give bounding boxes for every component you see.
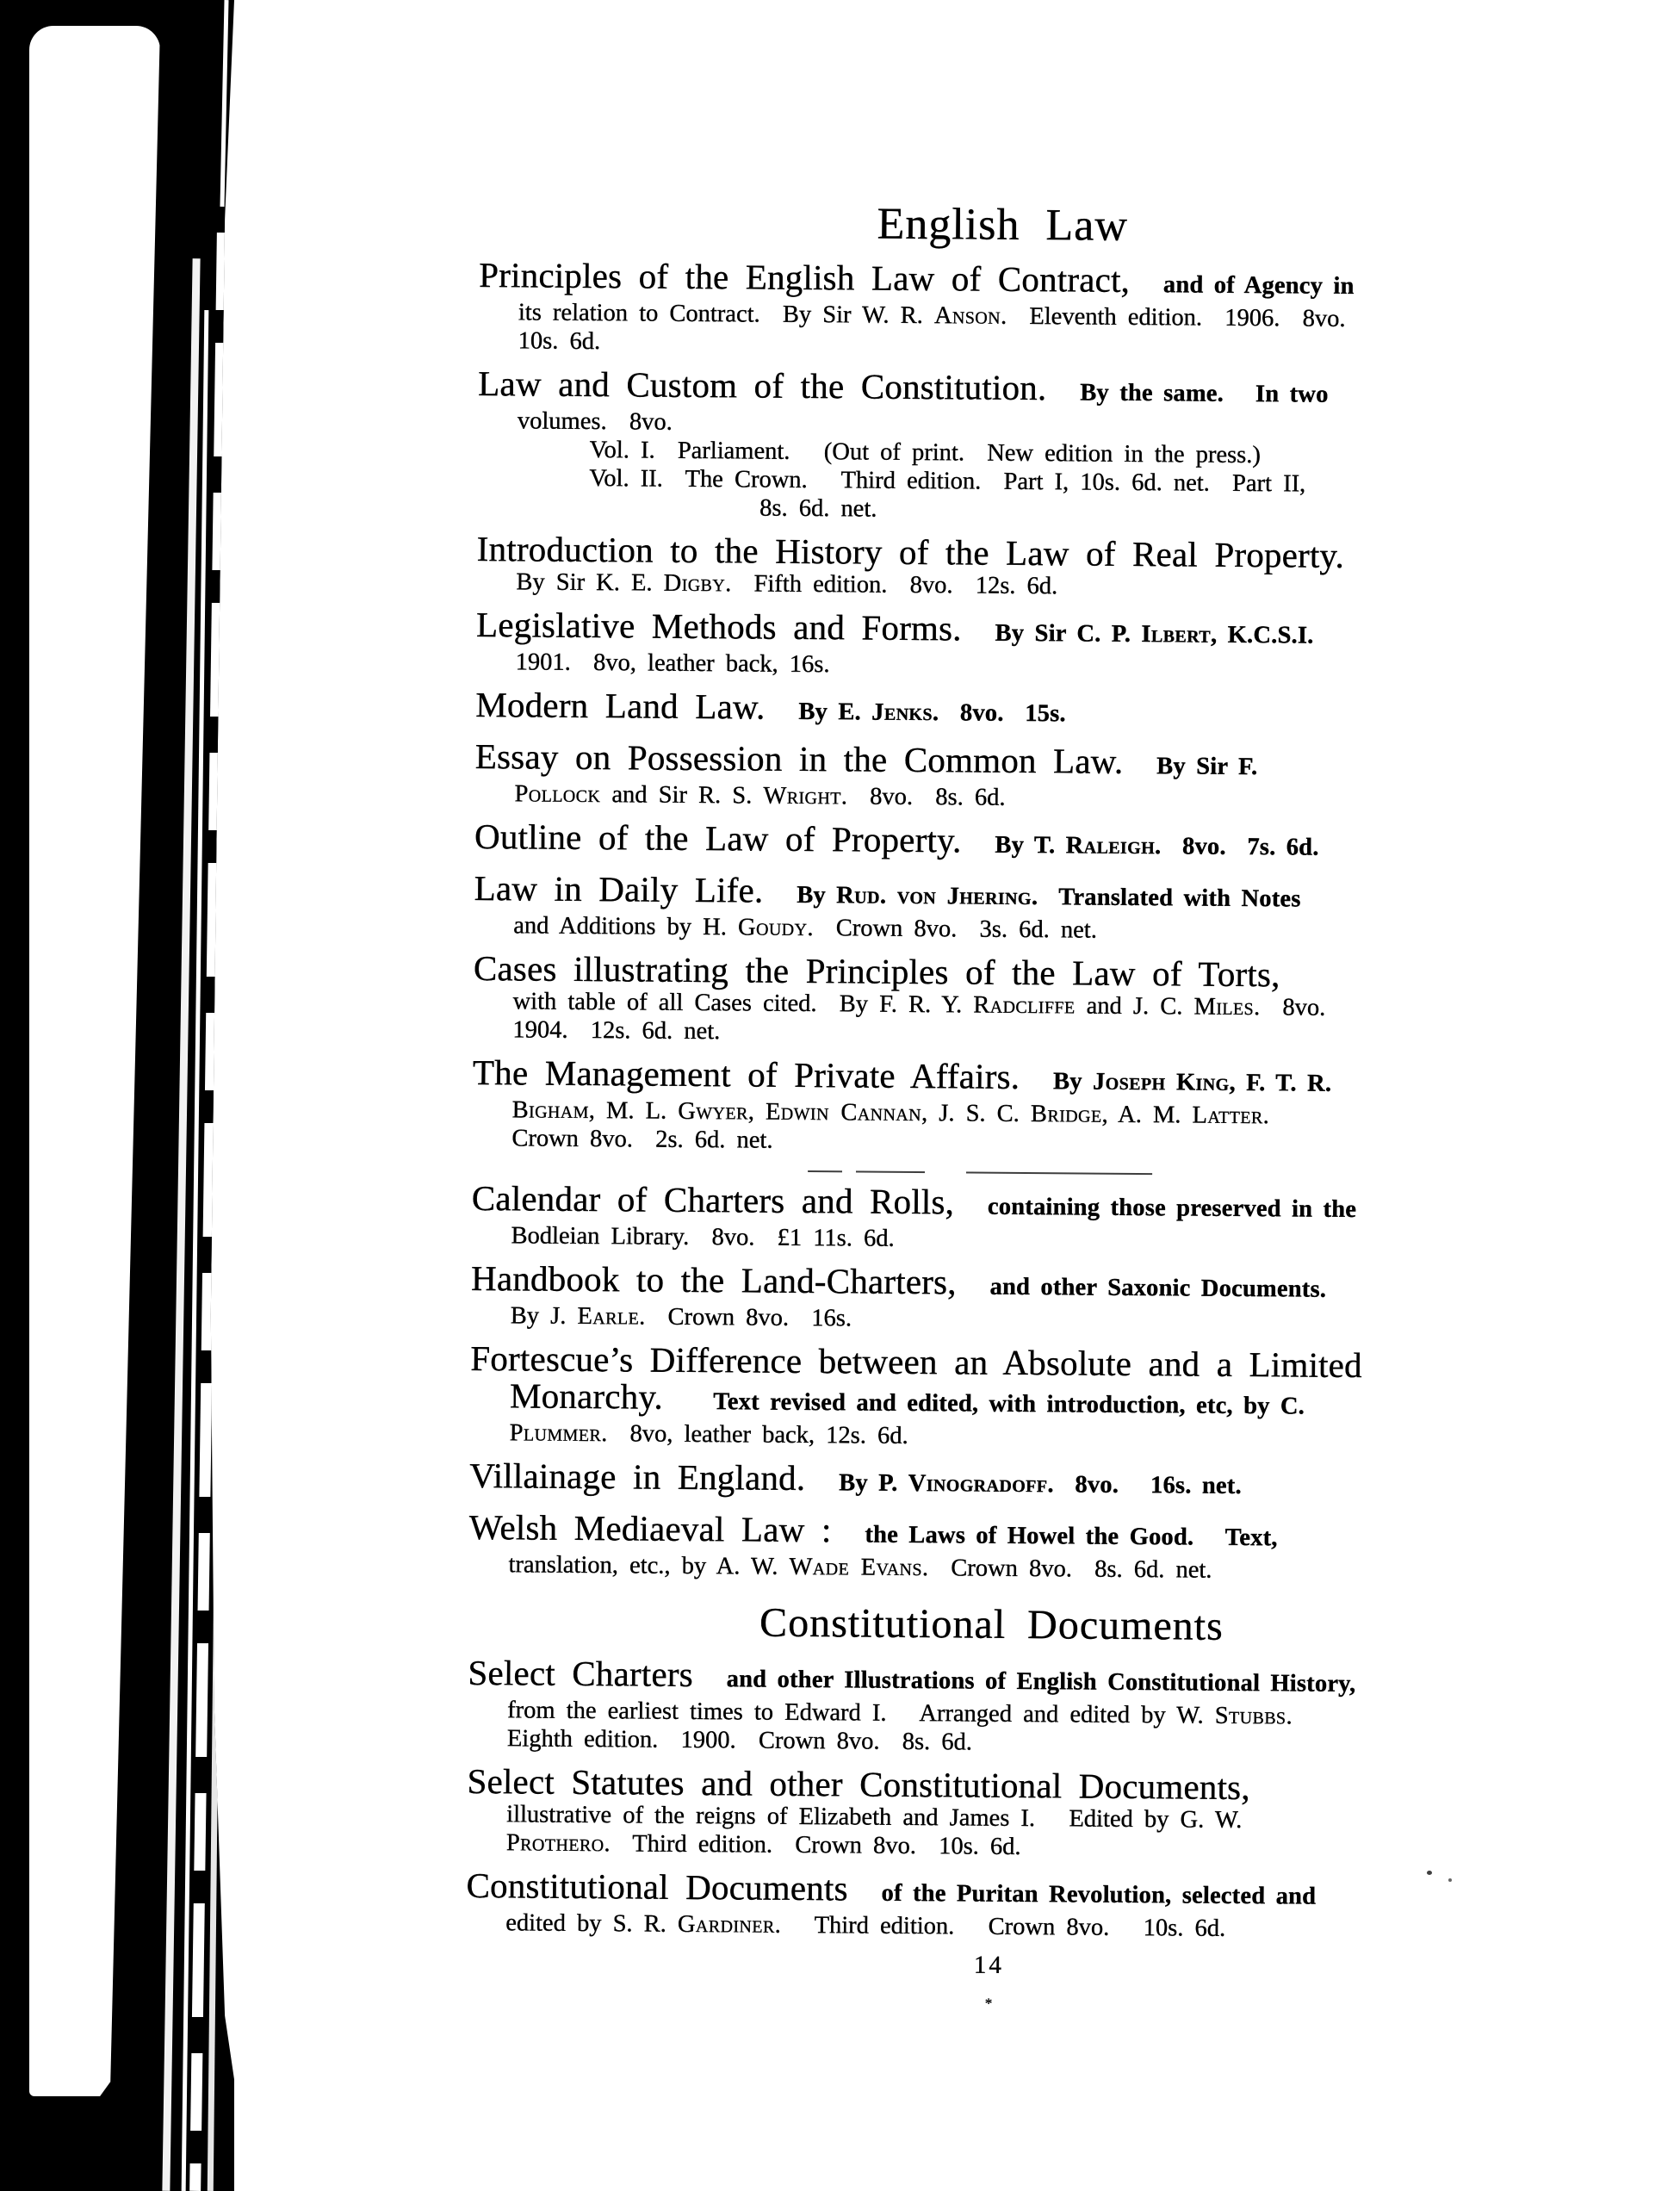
catalog-entry <box>479 254 1526 363</box>
author-smallcaps: Gardiner <box>677 1910 775 1939</box>
author-smallcaps: Goudy <box>737 914 808 942</box>
section-heading-english-law: English Law <box>877 199 1129 251</box>
entry-detail-line: Vol. II. The Crown. Third edition. Part I, 10s. 6d. net. Part II, <box>589 465 1306 498</box>
author-smallcaps: Ilbert <box>1141 621 1212 649</box>
entry-title: Fortescue’s Difference between an Absolute and a Limited <box>470 1338 1363 1386</box>
catalog-content <box>465 196 1525 2016</box>
author-smallcaps: Plummer <box>509 1419 602 1448</box>
entry-detail-line: 1901. 8vo, leather back, 16s. <box>515 649 830 679</box>
author-smallcaps: Prothero <box>505 1829 604 1858</box>
entry-title: Select Statutes and other Constitutional Documents, <box>467 1760 1250 1808</box>
entry-title: Law and Custom of the Constitution. <box>478 363 1047 408</box>
author-smallcaps: Pollock <box>514 780 601 809</box>
entry-tail: and other Illustrations of English Constitutional History, <box>726 1666 1356 1698</box>
author-smallcaps: Vinogradoff <box>908 1469 1048 1499</box>
catalog-entry <box>471 1177 1518 1258</box>
entry-detail-line: Plummer. 8vo, leather back, 12s. 6d. <box>509 1419 908 1449</box>
author-smallcaps: Earle <box>577 1302 640 1331</box>
catalog-entry <box>473 947 1520 1052</box>
catalog-entry <box>474 818 1521 868</box>
entry-detail-line: volumes. 8vo. <box>517 407 673 436</box>
entry-title: The Management of Private Affairs. <box>472 1052 1020 1096</box>
scan-gutter-shadow <box>0 0 234 2191</box>
entry-title: Constitutional Documents <box>466 1865 848 1909</box>
author-smallcaps: Raleigh <box>1065 832 1156 860</box>
entry-detail-line: Eighth edition. 1900. Crown 8vo. 8s. 6d. <box>506 1725 973 1756</box>
section-divider <box>808 1170 1152 1175</box>
entry-title: Select Charters <box>468 1652 694 1694</box>
scan-page-edge <box>29 26 160 2096</box>
entry-title: Calendar of Charters and Rolls, <box>471 1177 955 1222</box>
entry-tail: of the Puritan Revolution, selected and <box>881 1879 1317 1910</box>
catalog-entry <box>469 1457 1516 1507</box>
author-smallcaps: Miles <box>1193 993 1255 1021</box>
entry-tail: By T. Raleigh. 8vo. 7s. 6d. <box>995 831 1319 861</box>
entry-title: Legislative Methods and Forms. <box>475 604 962 649</box>
catalog-entry <box>474 738 1522 816</box>
entry-detail-line: and Additions by H. Goudy. Crown 8vo. 3s. 6d. net. <box>513 912 1098 944</box>
entry-title: Outline of the Law of Property. <box>474 816 962 860</box>
entry-title: Principles of the English Law of Contract, <box>479 254 1131 300</box>
entry-tail: and of Agency in <box>1162 271 1355 300</box>
section-heading-constitutional-documents: Constitutional Documents <box>759 1599 1224 1649</box>
entry-title: Cases illustrating the Principles of the Law of Torts, <box>473 947 1280 995</box>
entry-title: Modern Land Law. <box>475 684 766 727</box>
catalog-entry <box>476 606 1523 685</box>
author-smallcaps: Bridge <box>1030 1101 1102 1128</box>
author-smallcaps: Joseph King <box>1092 1068 1230 1096</box>
entry-tail: By Joseph King, F. T. R. <box>1052 1068 1332 1097</box>
author-smallcaps: Latter <box>1192 1102 1263 1130</box>
entry-detail-line: Bodleian Library. 8vo. £1 11s. 6d. <box>511 1222 895 1252</box>
entry-detail-line: Prothero. Third edition. Crown 8vo. 10s. 6d. <box>505 1829 1021 1860</box>
entry-detail-line: 10s. 6d. <box>518 327 601 356</box>
entry-first-line <box>475 686 1522 736</box>
entry-tail: Text revised and edited, with introduction, etc, by C. <box>713 1388 1305 1420</box>
entry-detail-line: Crown 8vo. 2s. 6d. net. <box>511 1125 773 1154</box>
entry-title: Welsh Mediaeval Law : <box>468 1506 832 1550</box>
entry-tail: By P. Vinogradoff. 8vo. 16s. net. <box>839 1469 1242 1499</box>
catalog-entry <box>477 365 1524 529</box>
entry-detail-line: By J. Earle. Crown 8vo. 16s. <box>510 1302 852 1332</box>
scan-binding-texture <box>220 0 228 207</box>
catalog-entry <box>466 1867 1513 1946</box>
entry-detail-line: 8s. 6d. net. <box>759 494 877 523</box>
author-smallcaps: Digby <box>663 569 726 598</box>
entry-detail-line: from the earliest times to Edward I. Arranged and edited by W. Stubbs. <box>507 1697 1293 1730</box>
catalog-entry <box>472 1054 1519 1161</box>
entry-tail: By the same. In two <box>1080 379 1329 408</box>
entry-detail-line: Vol. I. Parliament. (Out of print. New edition in the press.) <box>589 437 1262 469</box>
entry-detail-line: translation, etc., by A. W. Wade Evans. Crown 8vo. 8s. 6d. net. <box>508 1551 1212 1584</box>
entry-detail-line: with table of all Cases cited. By F. R. Y. Radcliffe and J. C. Miles. 8vo. <box>512 988 1326 1021</box>
catalog-entry <box>467 1760 1514 1865</box>
entry-tail: By Rud. von Jhering. Translated with Notes <box>797 881 1301 913</box>
entry-detail-line: Bigham, M. L. Gwyer, Edwin Cannan, J. S. C. Bridge, A. M. Latter. <box>511 1096 1269 1130</box>
entry-tail: containing those preserved in the <box>987 1193 1357 1224</box>
author-smallcaps: Gwyer <box>678 1097 748 1126</box>
entry-first-line <box>469 1457 1516 1507</box>
author-smallcaps: Jenks <box>871 698 933 727</box>
author-smallcaps: Rud. von Jhering <box>836 882 1032 911</box>
entry-title: Monarchy. <box>509 1375 664 1417</box>
catalog-entry <box>474 867 1521 948</box>
entry-detail-line: edited by S. R. Gardiner. Third edition. Crown 8vo. 10s. 6d. <box>505 1909 1226 1942</box>
page-number: 14 <box>973 1951 1005 1979</box>
entry-detail-line: Pollock and Sir R. S. Wright. 8vo. 8s. 6d. <box>514 780 1006 811</box>
catalog-body <box>466 196 1526 1945</box>
author-smallcaps: Wade Evans <box>789 1553 923 1582</box>
entry-tail: By E. Jenks. 8vo. 15s. <box>798 698 1066 728</box>
catalog-entry <box>470 1340 1517 1455</box>
author-smallcaps: Bigham <box>511 1096 589 1125</box>
entry-tail: the Laws of Howel the Good. Text, <box>865 1521 1278 1552</box>
catalog-entry <box>476 528 1523 605</box>
entry-tail: By Sir F. <box>1156 753 1258 781</box>
page-footer <box>465 1947 1512 2017</box>
entry-detail-line: illustrative of the reigns of Elizabeth and James I. Edited by G. W. <box>506 1801 1243 1834</box>
catalog-entry <box>470 1257 1518 1338</box>
entry-detail-line: By Sir K. E. Digby. Fifth edition. 8vo. 12s. 6d. <box>516 568 1058 600</box>
entry-detail-line: its relation to Contract. By Sir W. R. Anson. Eleventh edition. 1906. 8vo. <box>518 299 1346 332</box>
entry-title: Essay on Possession in the Common Law. <box>474 736 1124 781</box>
catalog-entry <box>475 686 1522 736</box>
entry-first-line <box>474 818 1521 868</box>
author-smallcaps: Edwin Cannan <box>765 1098 922 1127</box>
entry-detail-line: 1904. 12s. 6d. net. <box>512 1016 721 1046</box>
author-smallcaps: Radcliffe <box>973 991 1076 1020</box>
entry-title: Handbook to the Land-Charters, <box>470 1257 957 1302</box>
catalog-entry <box>468 1506 1516 1587</box>
entry-tail: and other Saxonic Documents. <box>989 1273 1327 1303</box>
entry-title: Introduction to the History of the Law of Real Property. <box>476 528 1345 575</box>
author-smallcaps: Wright <box>763 782 841 810</box>
footnote-mark: * <box>984 1995 993 2012</box>
catalog-entry <box>468 1654 1515 1761</box>
author-smallcaps: Stubbs <box>1214 1702 1286 1730</box>
entry-title: Villainage in England. <box>469 1455 806 1499</box>
entry-tail: By Sir C. P. Ilbert, K.C.S.I. <box>995 619 1314 649</box>
author-smallcaps: Anson <box>933 302 1001 330</box>
entry-title: Law in Daily Life. <box>474 867 764 910</box>
